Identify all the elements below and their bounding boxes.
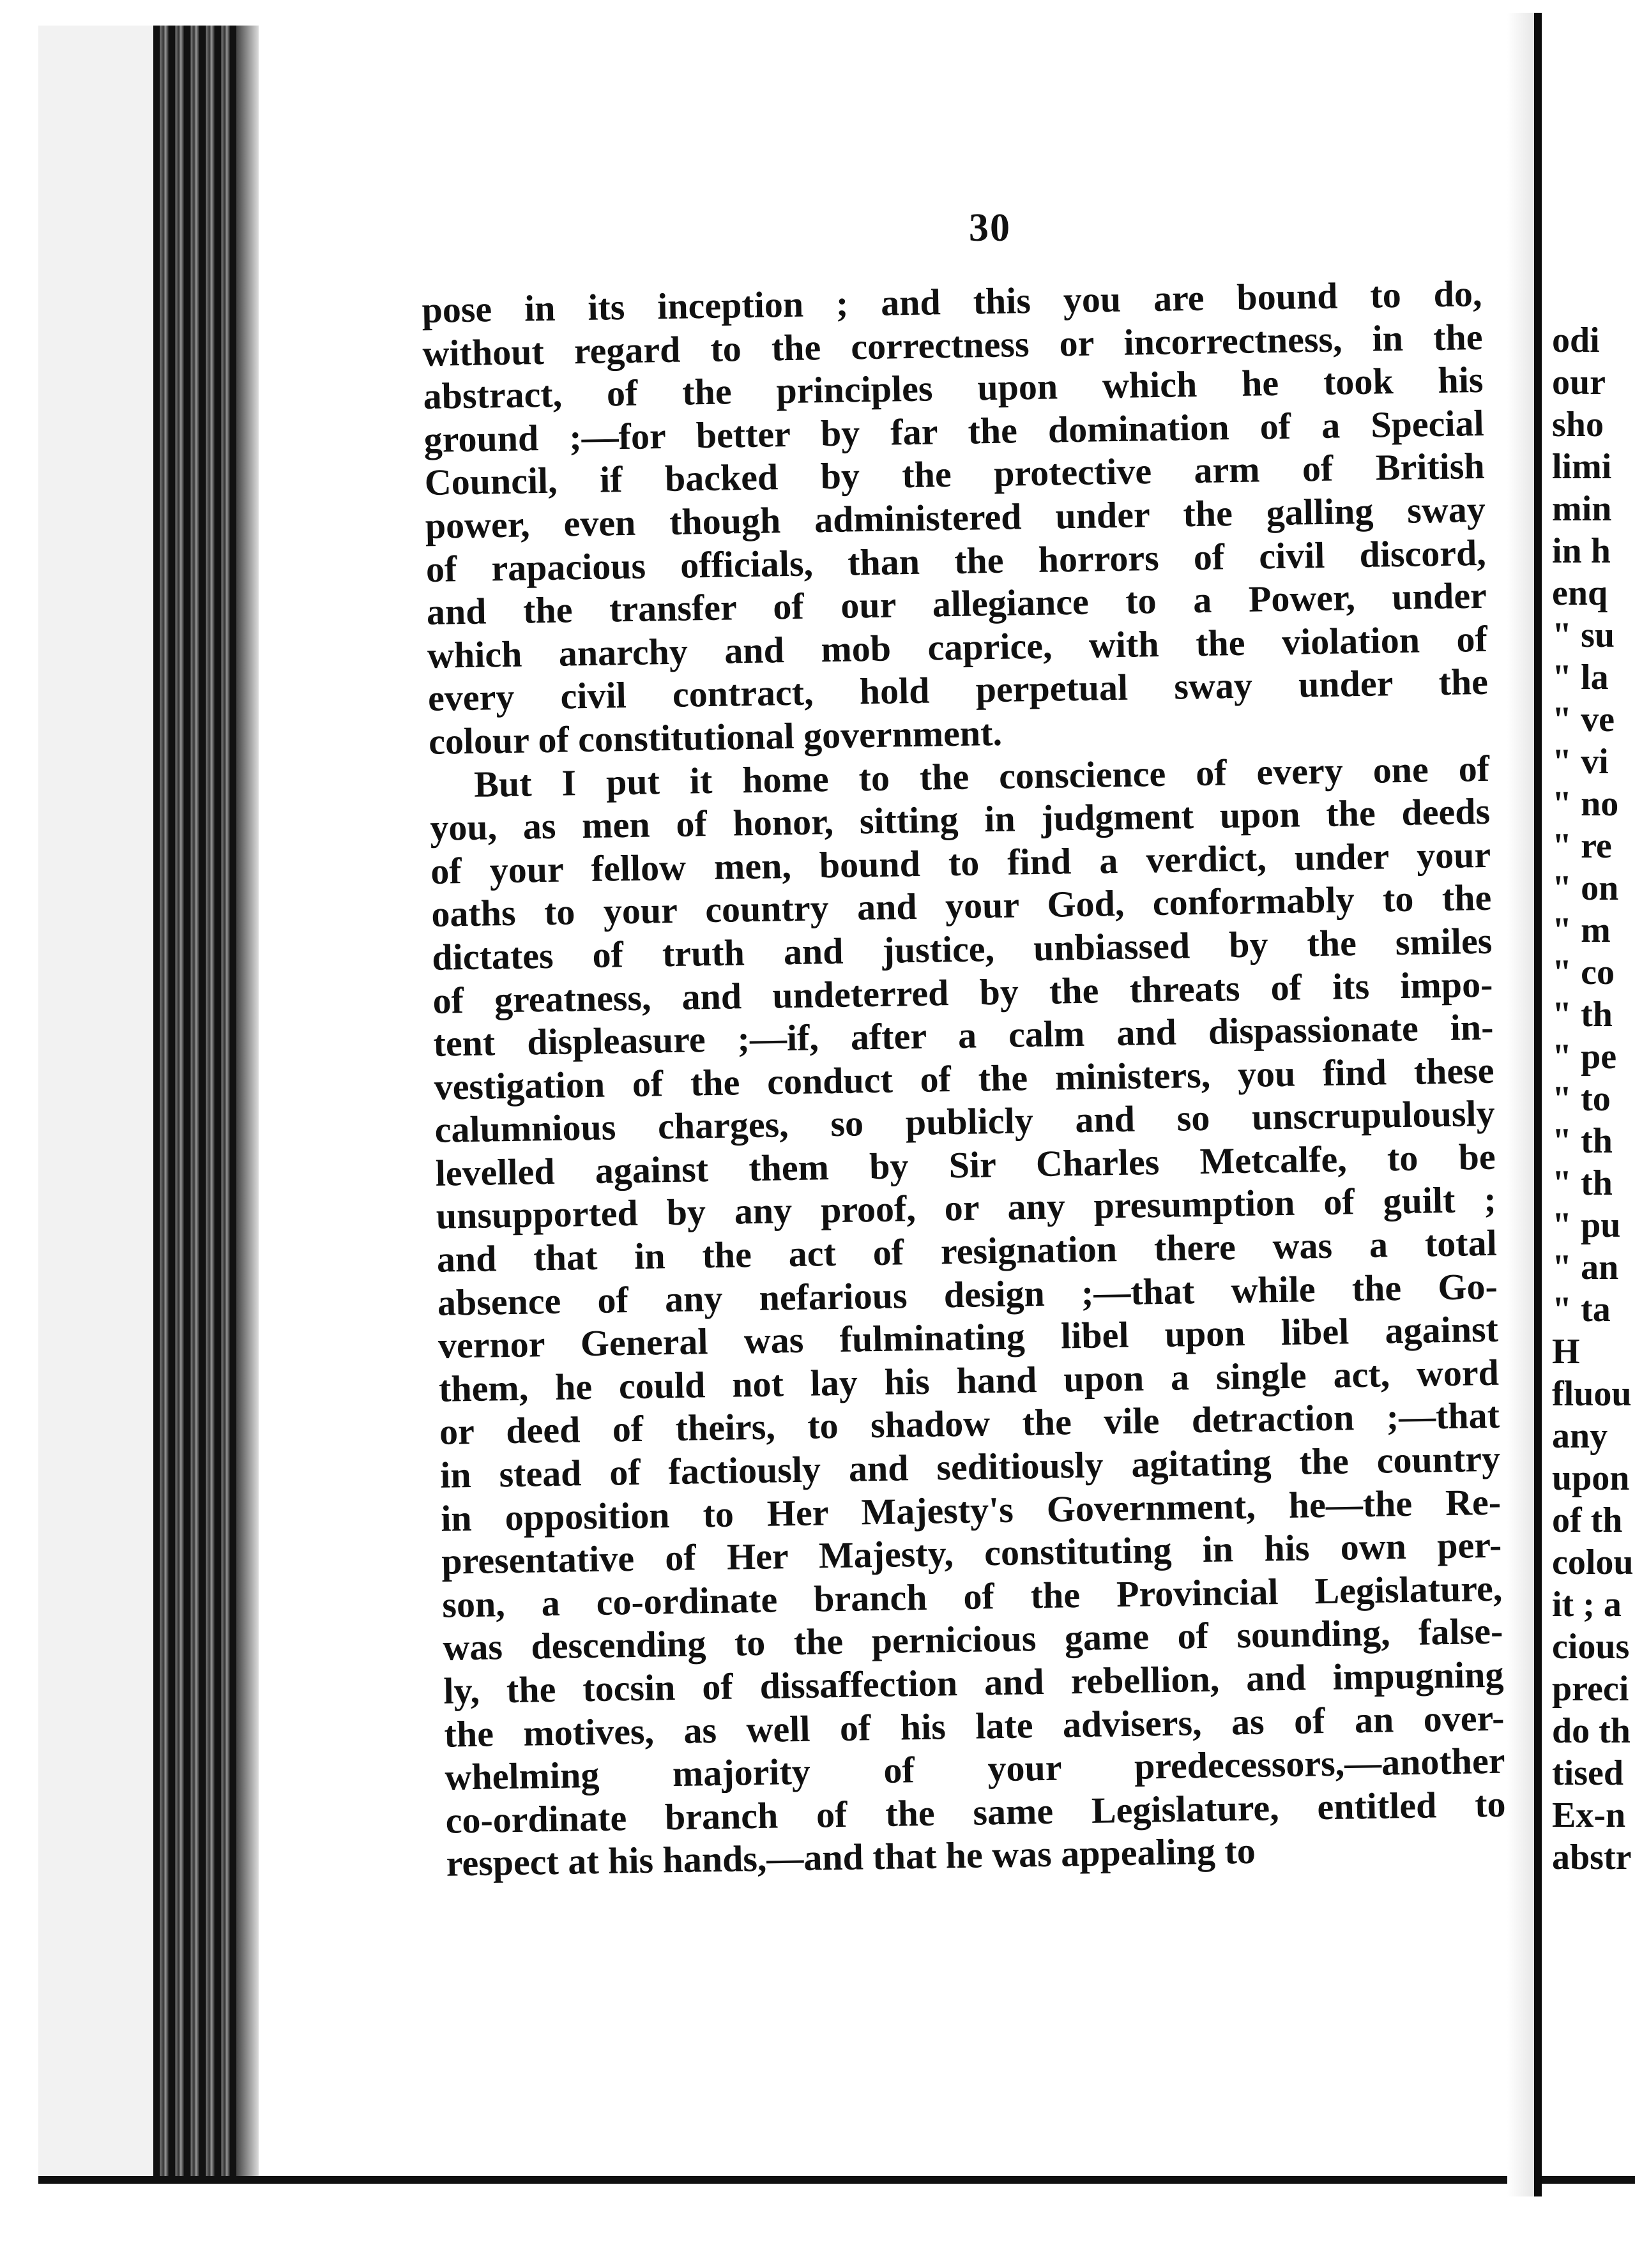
facing-text-line: cious <box>1552 1627 1630 1667</box>
facing-text-line: it ; a <box>1552 1585 1622 1624</box>
facing-text-line: upon <box>1552 1458 1630 1498</box>
facing-text-line: " m <box>1552 911 1611 950</box>
facing-text-line: do th <box>1552 1711 1631 1751</box>
main-text-block <box>422 272 1507 1886</box>
text-line: and that in the act of resignation there was a total <box>436 1221 1498 1280</box>
text-line: the motives, as well of his late advisers, as of an over- <box>444 1697 1505 1755</box>
text-line: them, he could not lay his hand upon a single act, word <box>438 1351 1500 1410</box>
text-line: ground ;—for better by far the domination of a Special <box>423 402 1485 460</box>
facing-text-line: " re <box>1552 826 1612 866</box>
facing-text-line: " co <box>1552 953 1615 992</box>
text-line: levelled against them by Sir Charles Metcalfe, to be <box>435 1135 1496 1194</box>
text-line: which anarchy and mob caprice, with the violation of <box>427 617 1488 676</box>
text-line: whelming majority of your predecessors,—another <box>445 1739 1505 1798</box>
text-line: vernor General was fulminating libel upon libel against <box>437 1308 1499 1367</box>
bottom-page-edge <box>38 2176 1635 2184</box>
facing-text-line: " on <box>1552 868 1619 908</box>
facing-text-line: " ve <box>1552 700 1615 739</box>
facing-text-line: of th <box>1552 1501 1623 1540</box>
facing-text-line: abstr <box>1552 1838 1632 1877</box>
text-line: But I put it home to the conscience of every one of <box>473 747 1490 805</box>
text-line: unsupported by any proof, or any presumption of guilt ; <box>436 1179 1497 1237</box>
text-line: ly, the tocsin of dissaffection and rebellion, and impugning <box>443 1653 1504 1712</box>
page-edges-stack <box>153 26 236 2184</box>
facing-text-line: in h <box>1552 531 1611 571</box>
facing-text-line: sho <box>1552 405 1604 444</box>
text-line: or deed of theirs, to shadow the vile detraction ;—that <box>439 1395 1500 1453</box>
facing-text-line: " th <box>1552 995 1613 1034</box>
text-line: respect at his hands,—and that he was appealing to <box>446 1830 1256 1885</box>
text-line: absence of any nefarious design ;—that while the Go- <box>437 1265 1498 1324</box>
text-line: without regard to the correctness or incorrectness, in the <box>422 315 1483 374</box>
facing-text-line: " an <box>1552 1248 1619 1287</box>
facing-text-line: colou <box>1552 1543 1634 1582</box>
book-binding-edge <box>38 26 255 2184</box>
text-line: Council, if backed by the protective arm of British <box>424 445 1486 504</box>
facing-text-line: preci <box>1552 1669 1629 1709</box>
text-line: and the transfer of our allegiance to a Power, under <box>426 575 1487 633</box>
text-line: calumnious charges, so publicly and so unscrupulously <box>434 1092 1496 1151</box>
facing-text-line: " la <box>1552 658 1609 697</box>
facing-text-line: Ex-n <box>1552 1796 1626 1835</box>
facing-text-line: limi <box>1552 447 1612 487</box>
text-line: tent displeasure ;—if, after a calm and dispassionate in- <box>433 1006 1494 1064</box>
text-line: colour of constitutional government. <box>428 711 1003 762</box>
text-line: in stead of factiously and seditiously agitating the country <box>439 1437 1501 1496</box>
text-line: dictates of truth and justice, unbiassed by the smiles <box>431 919 1493 978</box>
page-divider <box>1534 13 1542 2196</box>
text-line: oaths to your country and your God, conformably to the <box>430 877 1492 935</box>
text-line: co-ordinate branch of the same Legislature, entitled to <box>445 1783 1506 1841</box>
facing-text-line: H <box>1552 1332 1580 1372</box>
facing-text-line: " th <box>1552 1163 1613 1203</box>
text-line: son, a co-ordinate branch of the Provincial Legislature, <box>441 1567 1503 1626</box>
gutter-shadow <box>236 26 259 2184</box>
facing-page-text-fragment <box>1552 319 1634 1879</box>
text-line: was descending to the pernicious game of sounding, false- <box>442 1610 1503 1669</box>
text-line: of your fellow men, bound to find a verdict, under your <box>430 833 1491 892</box>
facing-text-line: any <box>1552 1416 1608 1456</box>
text-line: power, even though administered under the galling sway <box>425 488 1486 547</box>
facing-text-line: " pe <box>1552 1037 1617 1077</box>
text-line: of rapacious officials, than the horrors of civil discord, <box>425 531 1487 590</box>
page-number: 30 <box>969 206 1011 250</box>
facing-text-line: " ta <box>1552 1290 1611 1329</box>
facing-text-line: " vi <box>1552 742 1609 782</box>
facing-text-line: min <box>1552 489 1612 529</box>
text-line: vestigation of the conduct of the ministers, you find these <box>434 1049 1494 1108</box>
text-line: presentative of Her Majesty, constituting in his own per- <box>441 1523 1502 1582</box>
facing-text-line: " pu <box>1552 1206 1621 1245</box>
spine-shadow <box>1507 13 1534 2196</box>
text-line: pose in its inception ; and this you are bound to do, <box>422 272 1482 331</box>
text-line: you, as men of honor, sitting in judgment upon the deeds <box>429 790 1491 849</box>
text-line: in opposition to Her Majesty's Government, he—the Re- <box>440 1481 1502 1539</box>
facing-text-line: enq <box>1552 573 1608 613</box>
facing-text-line: " th <box>1552 1121 1613 1161</box>
facing-text-line: fluou <box>1552 1374 1632 1414</box>
text-line: every civil contract, hold perpetual sway under the <box>427 661 1489 720</box>
facing-text-line: our <box>1552 363 1606 402</box>
facing-text-line: " to <box>1552 1079 1611 1119</box>
facing-text-line: odi <box>1552 321 1600 360</box>
facing-text-line: " no <box>1552 784 1619 824</box>
outer-page-margin <box>38 26 160 2184</box>
text-line: of greatness, and undeterred by the threats of its impo- <box>432 963 1493 1022</box>
facing-text-line: " su <box>1552 616 1615 655</box>
text-line: abstract, of the principles upon which he took his <box>423 359 1484 418</box>
facing-text-line: tised <box>1552 1753 1624 1793</box>
